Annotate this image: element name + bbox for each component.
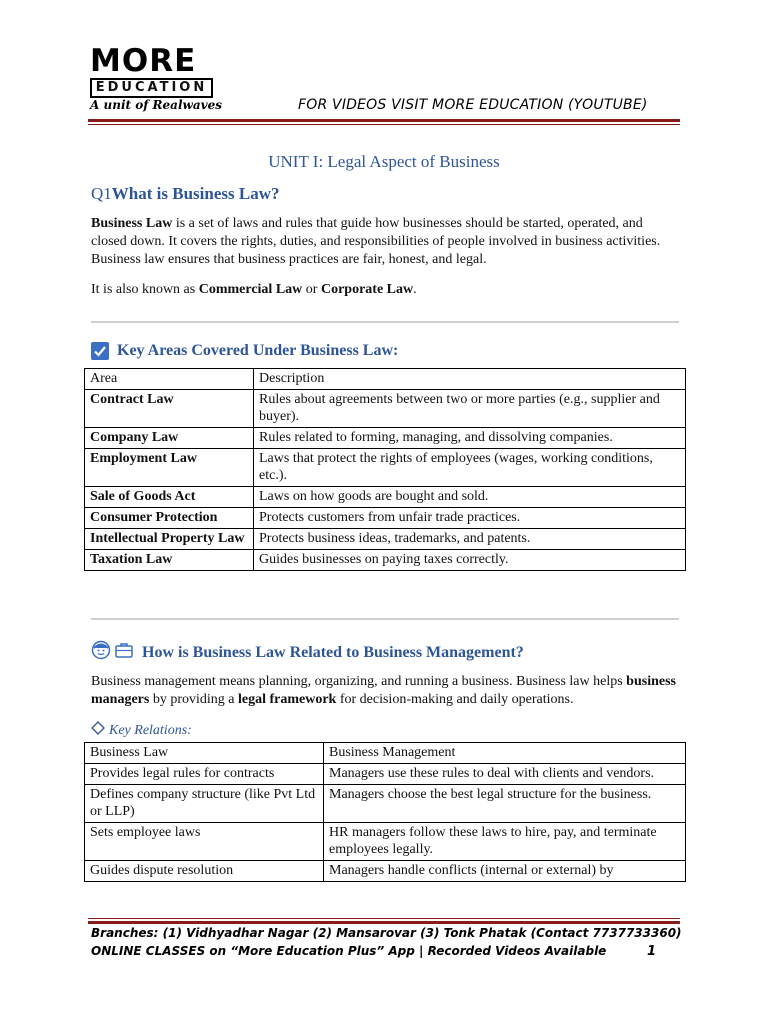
mgmt-text-2: by providing a: [149, 692, 238, 707]
table-row: [85, 390, 686, 428]
key-areas-table: [84, 368, 686, 571]
table-cell: Consumer Protection: [85, 508, 254, 529]
logo: [90, 43, 250, 98]
column-header: Business Management: [324, 743, 686, 764]
key-relations-label: [91, 721, 192, 740]
intro-paragraph: [91, 215, 681, 269]
divider: [91, 618, 679, 620]
page-number: 1: [647, 944, 657, 959]
table-row: [85, 861, 686, 882]
table-row: [85, 428, 686, 449]
table-row: [85, 487, 686, 508]
section2-heading: [91, 640, 524, 665]
check-box-icon: [91, 342, 109, 360]
mgmt-bold-managers: business managers: [91, 674, 676, 707]
intro-bold-term: Business Law: [91, 216, 173, 231]
table-cell: Guides businesses on paying taxes correctly.: [254, 550, 686, 571]
table-cell: Provides legal rules for contracts: [85, 764, 324, 785]
column-header: Business Law: [85, 743, 324, 764]
table-cell: Sets employee laws: [85, 823, 324, 861]
aka-corporate-law: Corporate Law: [320, 282, 414, 297]
header-youtube-text: FOR VIDEOS VISIT MORE EDUCATION (YOUTUBE): [298, 97, 648, 113]
unit-title: UNIT I: Legal Aspect of Business: [268, 152, 500, 171]
table-header-row: [85, 369, 686, 390]
person-face-icon: [91, 640, 111, 665]
column-header: Description: [254, 369, 686, 390]
table-cell: Company Law: [85, 428, 254, 449]
mgmt-text-1: Business management means planning, organizing, and running a business. Business law helps: [91, 674, 627, 689]
table-cell: Managers handle conflicts (internal or external) by: [324, 861, 686, 882]
table-row: [85, 508, 686, 529]
aka-paragraph: [91, 281, 681, 299]
table-header-row: [85, 743, 686, 764]
table-cell: Guides dispute resolution: [85, 861, 324, 882]
table-row: [85, 764, 686, 785]
table-cell: Defines company structure (like Pvt Ltd or LLP): [85, 785, 324, 823]
aka-prefix: It is also known as: [91, 282, 199, 297]
logo-main: MORE: [90, 43, 197, 79]
footer-rule: [88, 921, 680, 924]
table-cell: HR managers follow these laws to hire, pay, and terminate employees legally.: [324, 823, 686, 861]
question-prefix: Q1: [91, 184, 112, 203]
divider: [91, 321, 679, 323]
management-paragraph: [91, 673, 681, 709]
key-relations-text: Key Relations:: [109, 722, 192, 738]
table-cell: Managers use these rules to deal with clients and vendors.: [324, 764, 686, 785]
footer-online-classes: ONLINE CLASSES on “More Education Plus” App | Recorded Videos Available: [91, 944, 607, 958]
table-cell: Laws that protect the rights of employees (wages, working conditions, etc.).: [254, 449, 686, 487]
footer-branches: Branches: (1) Vidhyadhar Nagar (2) Mansarovar (3) Tonk Phatak (Contact 7737733360): [91, 926, 682, 940]
header-rule: [88, 119, 680, 122]
table-cell: Contract Law: [85, 390, 254, 428]
table-row: [85, 449, 686, 487]
question-heading: [91, 184, 279, 204]
table-cell: Intellectual Property Law: [85, 529, 254, 550]
relations-table: [84, 742, 686, 882]
table-row: [85, 529, 686, 550]
question-text: What is Business Law?: [111, 184, 280, 203]
intro-rest: is a set of laws and rules that guide how businesses should be started, operated, and closed down. It covers the rights, duties, and responsibilities of people involved in business activities. Business law ensures that business practices are fair, honest, and legal.: [91, 216, 661, 267]
logo-sub: EDUCATION: [90, 78, 213, 98]
table-row: [85, 823, 686, 861]
section1-title: Key Areas Covered Under Business Law:: [117, 342, 399, 359]
briefcase-icon: [114, 640, 134, 665]
mgmt-text-3: for decision-making and daily operations.: [336, 692, 574, 707]
footer-rule-thin: [88, 918, 680, 919]
aka-commercial-law: Commercial Law: [198, 282, 303, 297]
mgmt-bold-framework: legal framework: [237, 692, 337, 707]
table-cell: Laws on how goods are bought and sold.: [254, 487, 686, 508]
table-cell: Sale of Goods Act: [85, 487, 254, 508]
table-row: [85, 785, 686, 823]
section1-heading: [91, 342, 398, 360]
header-rule-thin: [88, 124, 680, 125]
table-cell: Taxation Law: [85, 550, 254, 571]
table-cell: Rules about agreements between two or more parties (e.g., supplier and buyer).: [254, 390, 686, 428]
section2-title: How is Business Law Related to Business Management?: [142, 643, 524, 661]
table-cell: Rules related to forming, managing, and dissolving companies.: [254, 428, 686, 449]
aka-mid: or: [302, 282, 321, 297]
column-header: Area: [85, 369, 254, 390]
diamond-icon: [91, 721, 105, 740]
table-row: [85, 550, 686, 571]
table-cell: Employment Law: [85, 449, 254, 487]
table-cell: Protects business ideas, trademarks, and patents.: [254, 529, 686, 550]
tagline: A unit of Realwaves: [90, 98, 222, 112]
table-cell: Managers choose the best legal structure for the business.: [324, 785, 686, 823]
table-cell: Protects customers from unfair trade practices.: [254, 508, 686, 529]
aka-end: .: [413, 282, 417, 297]
